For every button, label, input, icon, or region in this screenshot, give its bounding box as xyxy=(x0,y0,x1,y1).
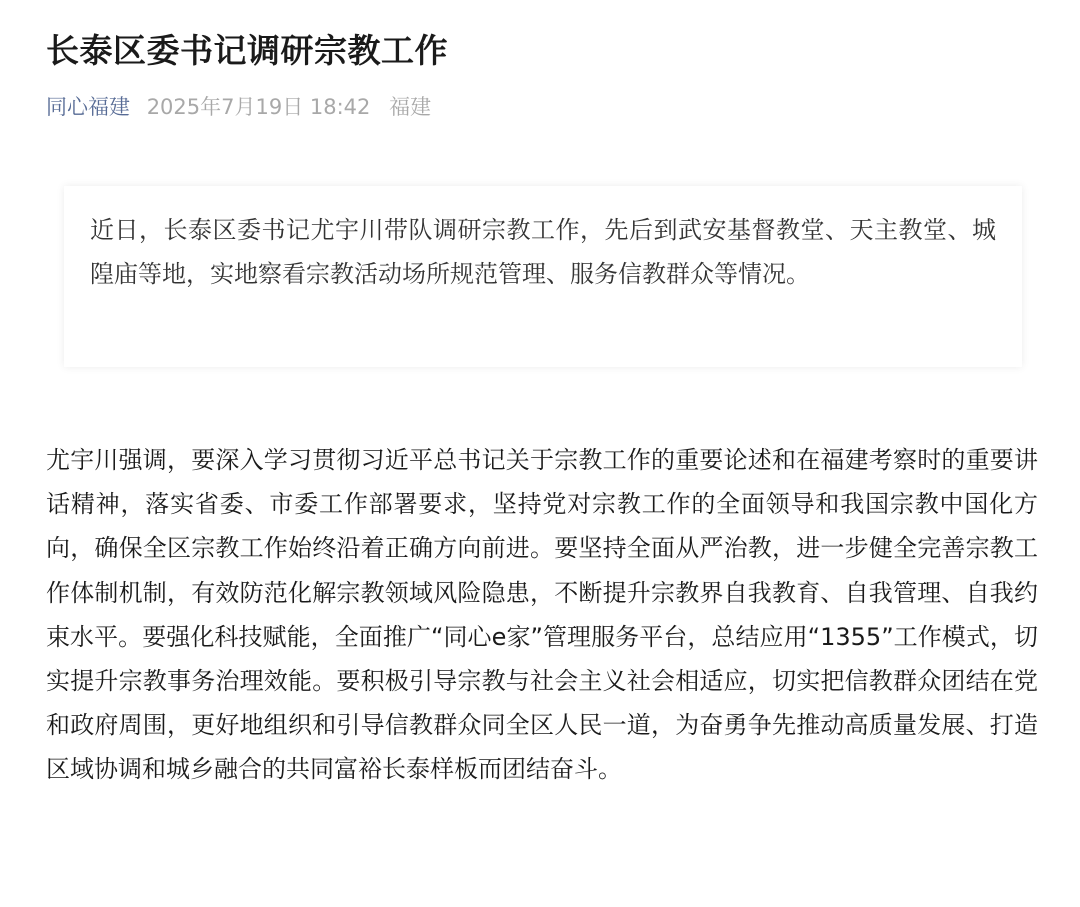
article-meta xyxy=(46,91,431,123)
author-link[interactable]: 同心福建 xyxy=(46,95,130,119)
article-title: 长泰区委书记调研宗教工作 xyxy=(46,31,448,70)
summary-box xyxy=(64,186,1022,367)
summary-text: 近日，长泰区委书记尤宇川带队调研宗教工作，先后到武安基督教堂、天主教堂、城隍庙等地，实地察看宗教活动场所规范管理、服务信教群众等情况。 xyxy=(90,216,996,288)
publish-date: 2025年7月19日 18:42 xyxy=(146,95,371,119)
body-paragraph: 尤宇川强调，要深入学习贯彻习近平总书记关于宗教工作的重要论述和在福建考察时的重要讲话精神，落实省委、市委工作部署要求，坚持党对宗教工作的全面领导和我国宗教中国化方向，确保全区宗教工作始终沿着正确方向前进。要坚持全面从严治教，进一步健全完善宗教工作体制机制，有效防范化解宗教领域风险隐患，不断提升宗教界自我教育、自我管理、自我约束水平。要强化科技赋能，全面推广“同心e家”管理服务平台，总结应用“1355”工作模式，切实提升宗教事务治理效能。要积极引导宗教与社会主义社会相适应，切实把信教群众团结在党和政府周围，更好地组织和引导信教群众同全区人民一道，为奋勇争先推动高质量发展、打造区域协调和城乡融合的共同富裕长泰样板而团结奋斗。 xyxy=(46,446,1038,784)
publish-location: 福建 xyxy=(389,95,432,119)
